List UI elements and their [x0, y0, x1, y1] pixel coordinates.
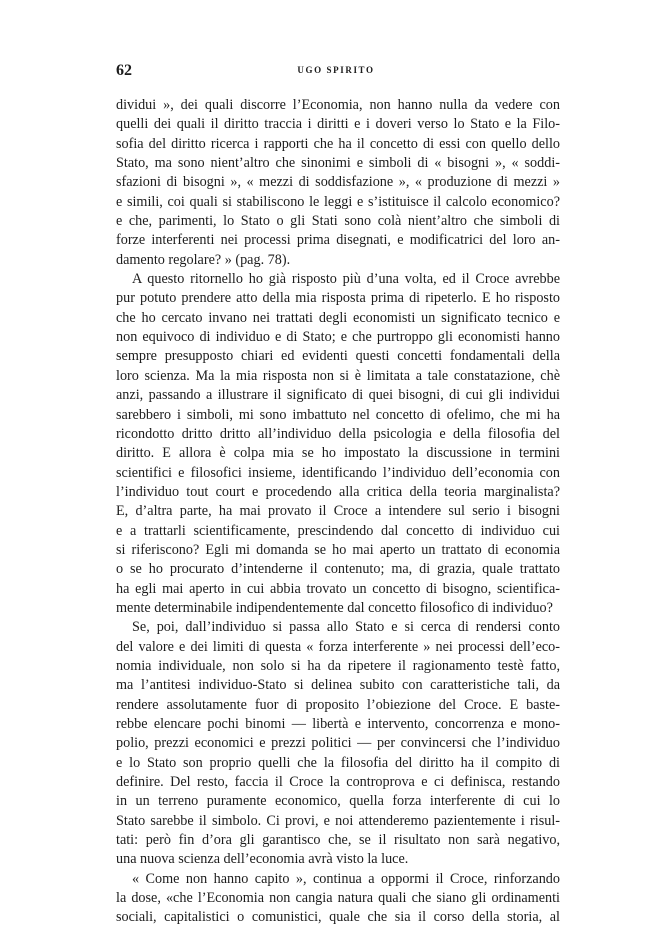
text-line: l’individuo tout court e procedendo alla critica della teoria marginalista?	[116, 483, 560, 500]
text-line: rebbe elencare pochi binomi — libertà e intervento, concorrenza e mono-	[116, 716, 560, 732]
text-line: la dose, «che l’Economia non cangia natura quali che siano gli ordinamenti	[116, 890, 560, 907]
page-header	[116, 62, 556, 84]
paragraph	[116, 96, 560, 270]
paragraph	[116, 870, 560, 928]
text-line: che ho cercato invano nei trattati degli economisti un significato tecnico e	[116, 309, 560, 326]
text-line: e simili, coi quali si stabiliscono le leggi e s’istituisce il calcolo economico?	[116, 193, 560, 210]
text-line: sociali, capitalistici o comunistici, quale che sia il corso della storia, al	[116, 909, 560, 926]
text-line: diritto. E allora è colpa mia se ho impostato la discussione in termini	[116, 445, 560, 462]
text-line: E, d’altra parte, ha mai provato il Croce a intendere sul serio i bisogni	[116, 503, 560, 520]
body-text	[116, 96, 560, 928]
text-line: non equivoco di individuo e di Stato; e che purtroppo gli economisti hanno	[116, 329, 560, 346]
text-line: definire. Del resto, faccia il Croce la controprova e ci definisca, restando	[116, 774, 560, 791]
text-line: sfazioni di bisogni », « mezzi di soddisfazione », « produzione di mezzi »	[116, 174, 560, 191]
text-line: Se, poi, dall’individuo si passa allo Stato e si cerca di rendersi conto	[132, 619, 560, 636]
text-line: pur potuto prendere atto della mia risposta prima di ripeterlo. E ho risposto	[116, 290, 560, 307]
text-line: scientifici e filosofici insieme, identificando l’individuo dell’economia con	[116, 464, 560, 481]
text-line: A questo ritornello ho già risposto più d’una volta, ed il Croce avrebbe	[132, 271, 560, 288]
text-line: ha egli mai aperto in cui abbia trovato un concetto di bisogno, scientifica-	[116, 580, 560, 597]
text-line: ma l’antitesi individuo-Stato si delinea subito con caratteristiche tali, da	[116, 677, 560, 694]
text-line: sempre presupposto chiari ed evidenti questi concetti fondamentali della	[116, 348, 560, 365]
text-line: Stato, ma sono nient’altro che sinonimi e simboli di « bisogni », « soddi-	[116, 155, 560, 172]
text-line: Stato sarebbe il simbolo. Ci provi, e noi attenderemo pazientemente i risul-	[116, 812, 560, 829]
text-line: dividui », dei quali discorre l’Economia, non hanno nulla da vedere con	[116, 97, 560, 113]
text-line: ricondotto dritto dritto all’individuo della psicologia e della filosofia del	[116, 425, 560, 442]
text-line: rendere assolutamente fuor di proposito l’obiezione del Croce. E baste-	[116, 696, 560, 713]
text-line: del valore e dei limiti di questa « forza interferente » nei processi dell’eco-	[116, 638, 560, 655]
text-line: e che, parimenti, lo Stato o gli Stati sono colà nient’altro che simboli di	[116, 213, 560, 230]
text-line: in un terreno puramente economico, quella forza interferente di cui lo	[116, 793, 560, 810]
text-line: sofia del diritto ricerca i rapporti che ha il concetto di essi con quello dello	[116, 135, 560, 152]
text-line: o se ho procurato d’intenderne il contenuto; ma, di grazia, quale trattato	[116, 561, 560, 578]
text-line: polio, prezzi economici e prezzi politici — per convincersi che l’individuo	[116, 735, 560, 752]
text-line: quelli dei quali il diritto traccia i diritti e i doveri verso lo Stato e la Filo-	[116, 116, 560, 133]
text-line: anzi, passando a illustrare il significato di quei bisogni, di cui gli individui	[116, 387, 560, 404]
text-line: sarebbero i simboli, mi sono imbattuto nel concetto di ofelimo, che mi ha	[116, 406, 560, 423]
text-line: tati: però fin d’ora gli garantisco che, se il risultato non sarà negativo,	[116, 832, 560, 849]
text-line: « Come non hanno capito », continua a oppormi il Croce, rinforzando	[132, 870, 560, 887]
text-line: forze interferenti nei processi prima disegnati, e modificatrici del loro an-	[116, 232, 560, 249]
text-line: e lo Stato son proprio quelli che la filosofia del diritto ha il compito di	[116, 754, 560, 771]
text-line: si riferiscono? Egli mi domanda se ho mai aperto un trattato di economia	[116, 541, 560, 558]
text-line: damento regolare? » (pag. 78).	[116, 251, 291, 268]
text-line: una nuova scienza dell’economia avrà visto la luce.	[116, 851, 409, 868]
paragraph	[116, 270, 560, 618]
text-line: mente determinabile indipendentemente dal concetto filosofico di individuo?	[116, 599, 553, 616]
running-head: UGO SPIRITO	[297, 65, 375, 75]
paragraph	[116, 618, 560, 869]
text-line: e a trattarli scientificamente, prescindendo dal concetto di individuo cui	[116, 522, 560, 539]
text-line: loro scienza. Ma la mia risposta non si è limitata a tale constatazione, chè	[116, 367, 560, 384]
page-number: 62	[116, 62, 132, 79]
text-line: nomia individuale, non solo si ha da ripetere il ragionamento testè fatto,	[116, 657, 560, 674]
